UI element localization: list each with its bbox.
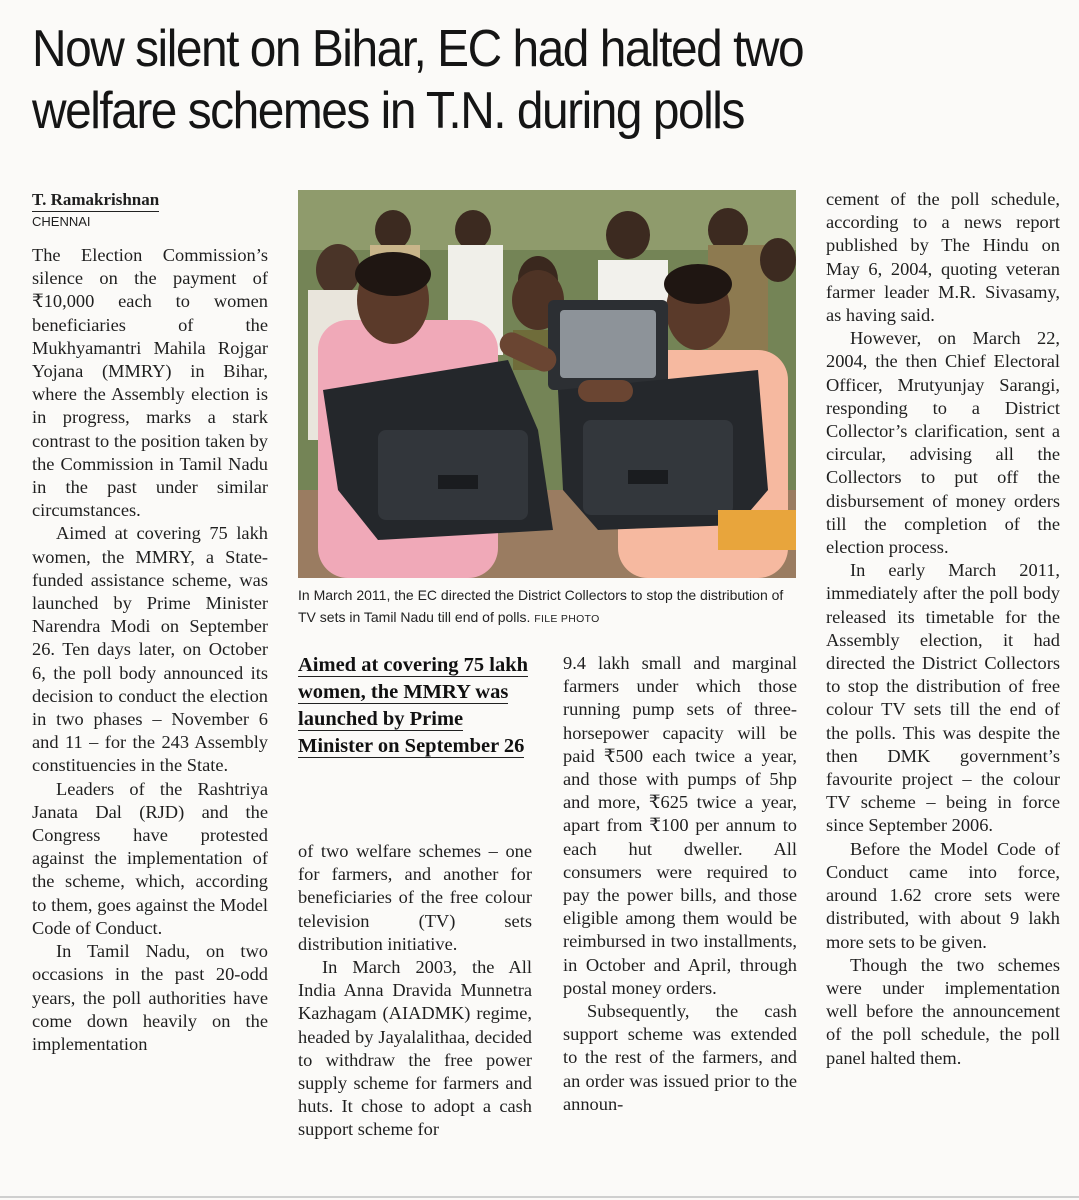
headline-line-1: Now silent on Bihar, EC had halted two bbox=[32, 20, 804, 78]
paragraph: of two welfare schemes – one for farmers, and another for beneficiaries of the free colour television (TV) sets distribution initiative. bbox=[298, 841, 532, 954]
column-3 bbox=[563, 652, 797, 1116]
paragraph: 9.4 lakh small and marginal farmers under which those running pump sets of three-horsepower capacity will be paid ₹500 each twice a year, and those with pumps of 5hp and more, ₹625 twice a year, apart from ₹100 per annum to each hut dweller. All consumers were required to pay the power bills, and those eligible among them would be reimbursed in two installments, in October and April, through postal money orders. bbox=[563, 653, 797, 998]
paragraph: cement of the poll schedule, according to a news report published by The Hindu on May 6, 2004, quoting veteran farmer leader M.R. Sivasamy, as having said. bbox=[826, 189, 1060, 326]
pull-quote-text: Aimed at covering 75 lakh women, the MMRY was launched by Prime Minister on September 26 bbox=[298, 654, 529, 757]
photo-illustration bbox=[298, 190, 796, 578]
news-photo bbox=[298, 190, 796, 578]
pull-quote bbox=[298, 652, 538, 760]
paragraph: Leaders of the Rashtriya Janata Dal (RJD) and the Congress have protested against the implementation of the scheme, which, according to them, goes against the Model Code of Conduct. bbox=[32, 778, 268, 938]
column-4 bbox=[826, 188, 1060, 1070]
column-2 bbox=[298, 840, 532, 1142]
photo-caption bbox=[298, 584, 798, 630]
paragraph: In March 2003, the All India Anna Dravida Munnetra Kazhagam (AIADMK) regime, headed by Jayalalithaa, decided to withdraw the free power supply scheme for farmers and huts. It chose to adopt a cash support scheme for bbox=[298, 957, 532, 1140]
paragraph: However, on March 22, 2004, the then Chief Electoral Officer, Mrutyunjay Sarangi, responding to a District Collector’s clarification, sent a circular, advising all the Collectors to put off the disbursement of money orders till the completion of the election process. bbox=[826, 328, 1060, 558]
photo-credit: FILE PHOTO bbox=[534, 613, 600, 625]
column-1 bbox=[32, 188, 268, 1056]
headline bbox=[32, 18, 980, 142]
paragraph: Though the two schemes were under implementation well before the announcement of the poll schedule, the poll panel halted them. bbox=[826, 954, 1060, 1068]
bottom-rule bbox=[0, 1196, 1079, 1198]
caption-text: In March 2011, the EC directed the District Collectors to stop the distribution of TV sets in Tamil Nadu till end of polls. bbox=[298, 587, 784, 625]
paragraph: The Election Commission’s silence on the payment of ₹10,000 each to women beneficiaries of the Mukhyamantri Mahila Rojgar Yojana (MMRY) in Bihar, where the Assembly election is in progress, marks a stark contrast to the position taken by the Commission in Tamil Nadu in the past under similar circumstances. bbox=[32, 245, 268, 521]
paragraph: Subsequently, the cash support scheme was extended to the rest of the farmers, and an order was issued prior to the announ- bbox=[563, 1001, 797, 1114]
headline-line-2: welfare schemes in T.N. during polls bbox=[32, 82, 744, 140]
byline-dateline: CHENNAI bbox=[32, 214, 91, 229]
paragraph: In Tamil Nadu, on two occasions in the past 20-odd years, the poll authorities have come down heavily on the implementation bbox=[32, 941, 268, 1054]
paragraph: Aimed at covering 75 lakh women, the MMRY, a State-funded assistance scheme, was launched by Prime Minister Narendra Modi on September 26. Ten days later, on October 6, the poll body announced its decision to conduct the election in two phases – November 6 and 11 – for the 243 Assembly constituencies in the State. bbox=[32, 523, 268, 776]
paragraph: In early March 2011, immediately after the poll body released its timetable for the Assembly election, it had directed the District Collectors to stop the distribution of free colour TV sets till the end of the polls. This was despite the then DMK government’s favourite project – the colour TV scheme – being in force since September 2006. bbox=[826, 560, 1060, 836]
byline-author: T. Ramakrishnan bbox=[32, 189, 159, 212]
paragraph: Before the Model Code of Conduct came into force, around 1.62 crore sets were distributed, with about 9 lakh more sets to be given. bbox=[826, 838, 1060, 952]
